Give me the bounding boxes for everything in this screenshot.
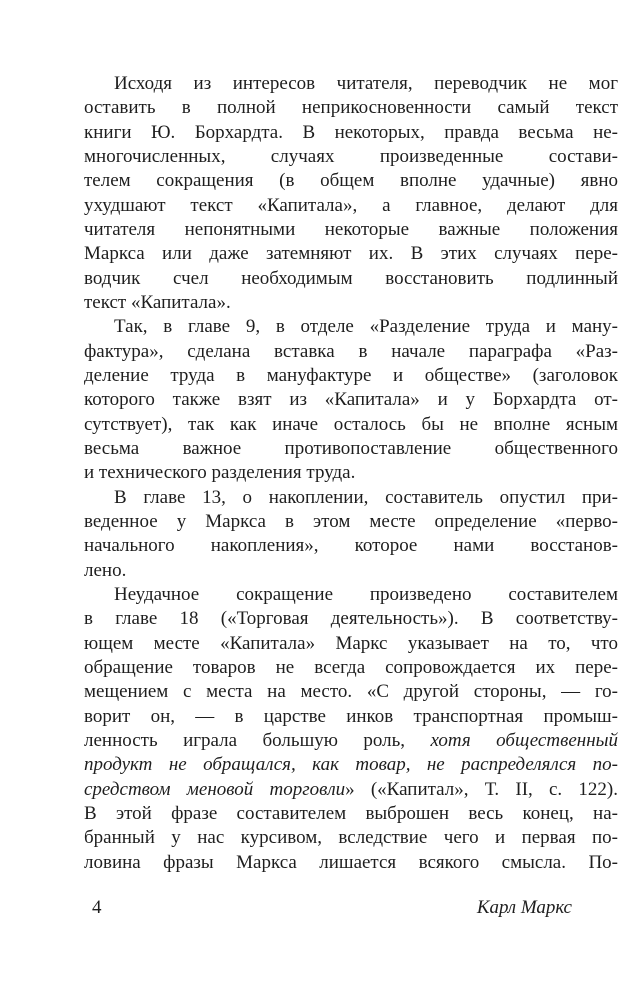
text-segment: ухудшают текст «Капитала», а главное, делают для xyxy=(84,194,618,216)
text-segment: читателя непонятными некоторые важные положения xyxy=(84,218,618,240)
text-segment: обращение товаров не всегда сопровождается их пере- xyxy=(84,656,618,678)
text-line xyxy=(84,242,618,266)
text-segment: ющем месте «Капитала» Маркс указывает на то, что xyxy=(84,632,618,654)
text-line xyxy=(84,291,618,315)
text-segment-italic: продукт не обращался, как товар, не распределялся по- xyxy=(84,754,618,776)
text-line xyxy=(84,705,618,729)
text-segment-italic: хотя общественный xyxy=(430,729,618,751)
text-line xyxy=(84,267,618,291)
text-line xyxy=(84,680,618,704)
text-segment: веденное у Маркса в этом месте определение «перво- xyxy=(84,510,618,532)
text-segment: Так, в главе 9, в отделе «Разделение труда и ману- xyxy=(114,316,618,338)
text-segment: начального накопления», которое нами восстанов- xyxy=(84,535,618,557)
text-segment: Маркса или даже затемняют их. В этих случаях пере- xyxy=(84,243,618,265)
text-segment: Неудачное сокращение произведено составителем xyxy=(114,583,618,605)
text-line xyxy=(84,559,618,583)
text-segment: » («Капитал», Т. II, с. 122). xyxy=(345,778,618,800)
text-line xyxy=(84,340,618,364)
text-line xyxy=(84,802,618,826)
text-line xyxy=(84,145,618,169)
page-footer xyxy=(84,896,618,921)
text-segment-italic: средством меновой торговли xyxy=(84,778,346,800)
text-line xyxy=(84,486,618,510)
text-line xyxy=(84,72,618,96)
text-segment: В этой фразе составителем выброшен весь конец, на- xyxy=(84,802,618,824)
text-segment: В главе 13, о накоплении, составитель опустил при- xyxy=(114,486,618,508)
text-segment: лено. xyxy=(84,559,127,581)
text-segment: которого также взят из «Капитала» и у Борхардта от- xyxy=(84,389,618,411)
text-line xyxy=(84,96,618,120)
text-line xyxy=(84,315,618,339)
text-line xyxy=(84,413,618,437)
text-line xyxy=(84,169,618,193)
text-segment: многочисленных, случаях произведенные состави- xyxy=(84,145,618,167)
text-segment: деление труда в мануфактуре и обществе» (заголовок xyxy=(84,364,618,386)
text-line xyxy=(84,583,618,607)
page-text xyxy=(84,72,618,875)
text-segment: сутствует), так как иначе осталось бы не вполне ясным xyxy=(84,413,618,435)
text-segment: ворит он, — в царстве инков транспортная промыш- xyxy=(84,705,618,727)
text-line xyxy=(84,534,618,558)
text-segment: фактура», сделана вставка в начале параграфа «Раз- xyxy=(84,340,618,362)
text-segment: оставить в полной неприкосновенности самый текст xyxy=(84,97,618,119)
text-line xyxy=(84,510,618,534)
text-segment: книги Ю. Борхардта. В некоторых, правда весьма не- xyxy=(84,121,618,143)
text-segment: в главе 18 («Торговая деятельность»). В соответству- xyxy=(84,608,618,630)
page-number: 4 xyxy=(92,897,102,918)
text-segment: ловина фразы Маркса лишается всякого смысла. По- xyxy=(84,851,618,873)
text-line xyxy=(84,437,618,461)
text-line xyxy=(84,364,618,388)
text-line xyxy=(84,461,618,485)
text-line xyxy=(84,194,618,218)
text-segment: Исходя из интересов читателя, переводчик не мог xyxy=(114,73,618,94)
footer-author: Карл Маркс xyxy=(476,897,572,918)
text-line xyxy=(84,388,618,412)
text-line xyxy=(84,778,618,802)
text-segment: текст «Капитала». xyxy=(84,291,231,313)
text-segment: водчик счел необходимым восстановить подлинный xyxy=(84,267,618,289)
text-segment: весьма важное противопоставление общественного xyxy=(84,437,618,459)
text-line xyxy=(84,729,618,753)
text-segment: мещением с места на место. «С другой стороны, — го- xyxy=(84,681,618,703)
text-line xyxy=(84,753,618,777)
text-segment: телем сокращения (в общем вполне удачные) явно xyxy=(84,170,618,192)
text-line xyxy=(84,826,618,850)
text-line xyxy=(84,218,618,242)
text-segment: ленность играла большую роль, xyxy=(84,729,431,751)
text-line xyxy=(84,851,618,875)
text-line xyxy=(84,121,618,145)
text-line xyxy=(84,607,618,631)
text-line xyxy=(84,632,618,656)
text-line xyxy=(84,656,618,680)
text-segment: и технического разделения труда. xyxy=(84,462,356,484)
text-segment: бранный у нас курсивом, вследствие чего и первая по- xyxy=(84,827,618,849)
